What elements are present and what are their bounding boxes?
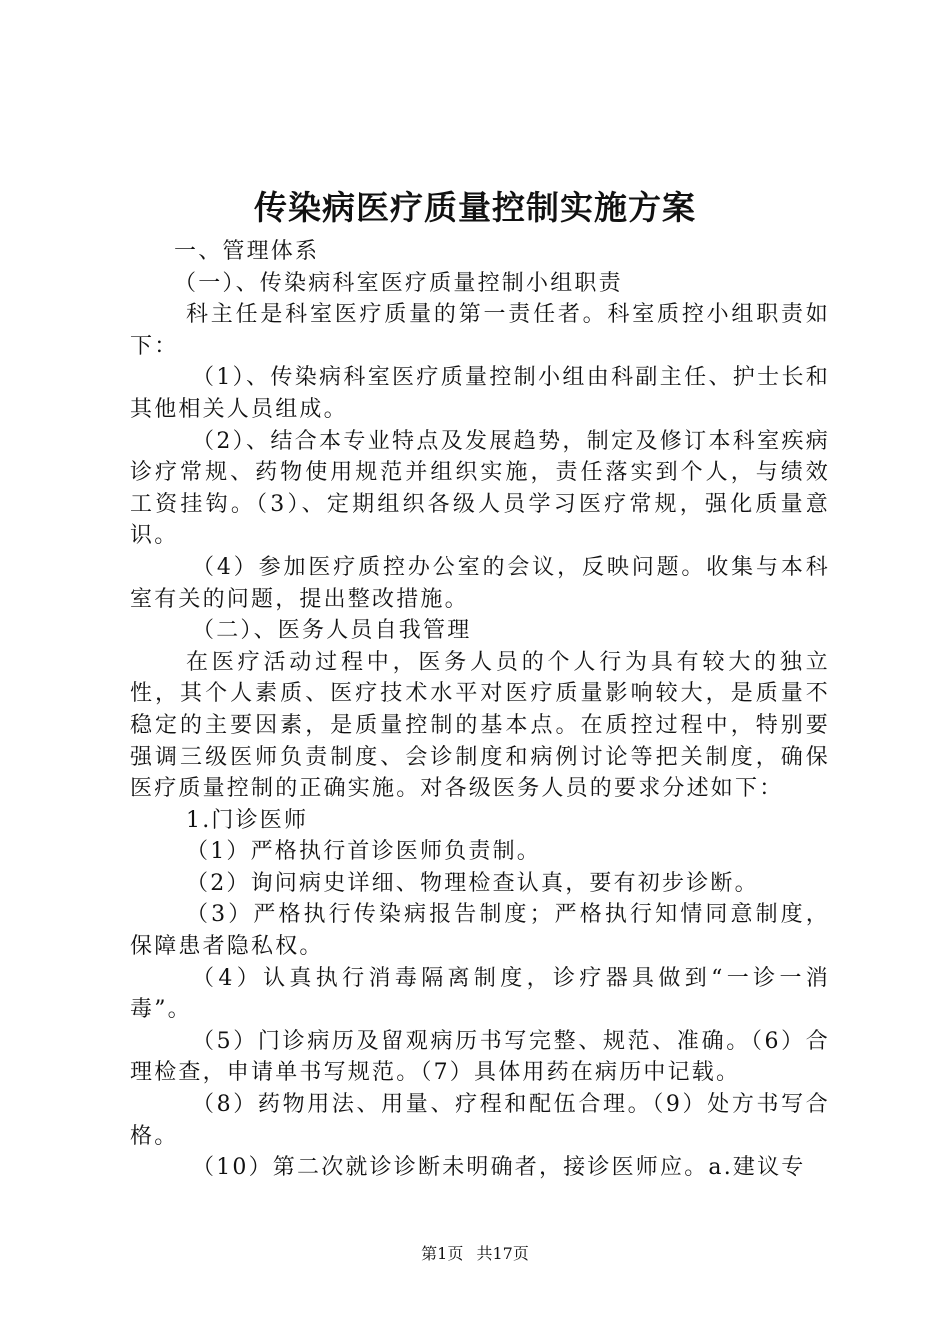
list-item: （8）药物用法、用量、疗程和配伍合理。（9）处方书写合格。 — [130, 1092, 830, 1149]
list-item: （10）第二次就诊诊断未明确者，接诊医师应。a.建议专 — [192, 1155, 806, 1181]
list-item: （2）询问病史详细、物理检查认真，要有初步诊断。 — [186, 870, 759, 896]
list-item: （3）严格执行传染病报告制度；严格执行知情同意制度，保障患者隐私权。 — [130, 902, 830, 960]
page-total: 共17页 — [476, 1244, 529, 1263]
list-item: （4）认真执行消毒隔离制度，诊疗器具做到“一诊一消毒”。 — [130, 965, 830, 1023]
paragraph: （2）、结合本专业特点及发展趋势，制定及修订本科室疾病诊疗常规、药物使用规范并组织实施，责任落实到个人，与绩效工资挂钩。（3）、定期组织各级人员学习医疗常规，强化质量意识。 — [130, 428, 830, 549]
subsection-heading: （二）、医务人员自我管理 — [192, 618, 472, 644]
section-heading: 一、管理体系 — [174, 239, 320, 264]
document-title: 传染病医疗质量控制实施方案 — [254, 188, 696, 227]
paragraph: 科主任是科室医疗质量的第一责任者。科室质控小组职责如下： — [130, 302, 830, 359]
list-heading: 1.门诊医师 — [186, 807, 309, 833]
document-body — [130, 236, 830, 1184]
subsection-heading: （一）、传染病科室医疗质量控制小组职责 — [174, 270, 623, 296]
paragraph: 在医疗活动过程中，医务人员的个人行为具有较大的独立性，其个人素质、医疗技术水平对医疗质量影响较大，是质量不稳定的主要因素，是质量控制的基本点。在质控过程中，特别要强调三级医师负责制度、会诊制度和病例讨论等把关制度，确保医疗质量控制的正确实施。对各级医务人员的要求分述如下： — [130, 649, 830, 802]
list-item: （1）严格执行首诊医师负责制。 — [186, 839, 541, 865]
paragraph: （4）参加医疗质控办公室的会议，反映问题。收集与本科室有关的问题，提出整改措施。 — [130, 554, 830, 612]
page-footer — [0, 1243, 950, 1265]
list-item: （5）门诊病历及留观病历书写完整、规范、准确。（6）合理检查，申请单书写规范。（7）具体用药在病历中记载。 — [130, 1028, 830, 1086]
page-number: 第1页 — [421, 1244, 464, 1263]
paragraph: （1）、传染病科室医疗质量控制小组由科副主任、护士长和其他相关人员组成。 — [130, 365, 830, 422]
